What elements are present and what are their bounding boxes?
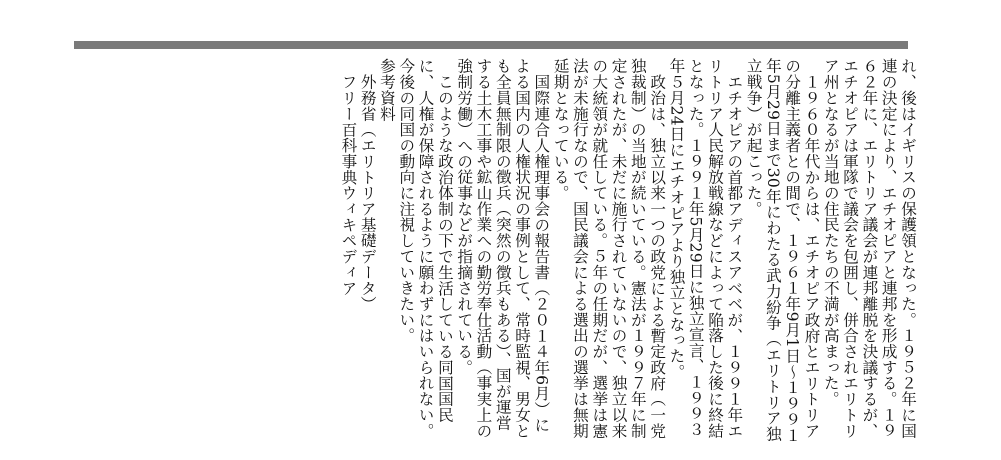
top-divider-bar	[74, 41, 908, 49]
reference-item: フリー百科事典ウィキペディア	[339, 73, 358, 296]
article-paragraph-continuation: れ、後はイギリスの保護領となった。１９５２年に国連の決定により、エチオピアと連邦を形成する。１９６２年に、エリトリア議会が連邦離脱を決議するが、エチオピアは軍隊で議会を包囲し、併合されエリトリア州となるが当地の住民たちの不満が高まった。	[821, 58, 917, 439]
article-paragraph: 国際連合人権理事会の報告書（２０１４年6月）による国内の人権状況の事例として、常時監視、男女とも全員無制限の徴兵（突然の徴兵もある）、国が運営する土木工事や鉱山作業への勤労奉仕活動（事実上の強制労働）への従事などが指摘されている。	[455, 58, 551, 439]
article-paragraph: 政治は、独立以来一つの政党による暫定政府（一党独裁制）の当地が続いている。憲法が１９９７年に制定されたが、未だに施行されていないので、独立以来の大統領が就任している。５年の任期だが、選挙は憲法が未施行なので、国民議会による選出の選挙は無期延期となっている。	[551, 58, 667, 439]
references-title: 参考資料	[377, 58, 396, 122]
article-paragraph: １９６０年代からは、エチオピア政府とエリトリアの分離主義者との間で、１９６１年9月1日〜１９９１年5月29日まで30年にわたる武力紛争（エリトリア独立戦争）が起こった。	[744, 58, 821, 443]
reference-item: 外務省（エリトリア基礎データ）	[358, 73, 377, 312]
article-paragraph: エチオピアの首都アディスアベベが、１９９１年エリトリア人民解放戦線などによって陥落した後に終結となった。１９９１年5月29日に独立宣言、１９９３年５月24日にエチオピアより独立となった。	[667, 58, 744, 439]
article-paragraph: このような政治体制の下で生活している同国国民に、人権が保障されるように願わずにはいられない。今後の同国の動向に注視していきたい。	[397, 58, 454, 439]
article-body	[77, 58, 917, 443]
references-list	[338, 58, 377, 443]
